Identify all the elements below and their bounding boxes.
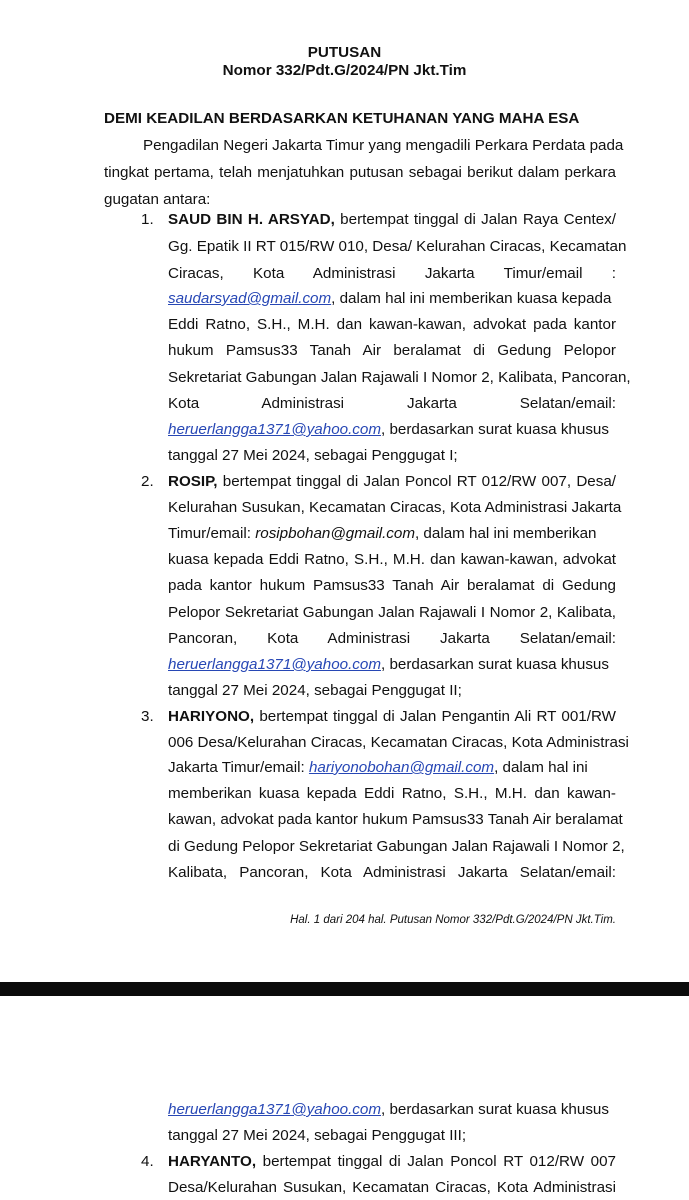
party-line: di Gedung Pelopor Sekretariat Gabungan Jalan Rajawali I Nomor 2, bbox=[168, 838, 625, 855]
party-line: Eddi Ratno, S.H., M.H. dan kawan-kawan, advokat pada kantor bbox=[168, 316, 616, 333]
party-line: pada kantor hukum Pamsus33 Tanah Air beralamat di Gedung bbox=[168, 577, 616, 594]
document-heading: DEMI KEADILAN BERDASARKAN KETUHANAN YANG MAHA ESA bbox=[104, 110, 580, 127]
party-line: Kalibata, Pancoran, Kota Administrasi Jakarta Selatan/email: bbox=[168, 864, 616, 881]
party-name: ROSIP, bbox=[168, 473, 218, 490]
party-line: Sekretariat Gabungan Jalan Rajawali I Nomor 2, Kalibata, Pancoran, bbox=[168, 369, 631, 386]
party-line: hukum Pamsus33 Tanah Air beralamat di Gedung Pelopor bbox=[168, 342, 616, 359]
document-title: PUTUSAN bbox=[307, 44, 382, 61]
party-line: heruerlangga1371@yahoo.com, berdasarkan surat kuasa khusus bbox=[168, 656, 609, 673]
party-line: Timur/email: rosipbohan@gmail.com, dalam hal ini memberikan bbox=[168, 525, 597, 542]
party-name: HARYANTO, bbox=[168, 1153, 257, 1170]
email-link[interactable]: saudarsyad@gmail.com bbox=[168, 290, 332, 307]
email-link[interactable]: heruerlangga1371@yahoo.com bbox=[168, 421, 382, 438]
party-line: Kota Administrasi Jakarta Selatan/email: bbox=[168, 395, 616, 412]
party-line: tanggal 27 Mei 2024, sebagai Penggugat III; bbox=[168, 1127, 467, 1144]
email-text: rosipbohan@gmail.com bbox=[255, 525, 415, 542]
party-line: Pelopor Sekretariat Gabungan Jalan Rajawali I Nomor 2, Kalibata, bbox=[168, 604, 616, 621]
party-line: kawan, advokat pada kantor hukum Pamsus33 Tanah Air beralamat bbox=[168, 811, 623, 828]
party-number: 3. bbox=[141, 708, 154, 725]
party-line: tanggal 27 Mei 2024, sebagai Penggugat II; bbox=[168, 682, 462, 699]
party-name: SAUD BIN H. ARSYAD, bbox=[168, 211, 335, 228]
party-line: Desa/Kelurahan Susukan, Kecamatan Ciracas, Kota Administrasi bbox=[168, 1179, 616, 1196]
party-line: Ciracas, Kota Administrasi Jakarta Timur/email : bbox=[168, 265, 616, 282]
party-line: saudarsyad@gmail.com, dalam hal ini memberikan kuasa kepada bbox=[168, 290, 612, 307]
intro-line-1: Pengadilan Negeri Jakarta Timur yang mengadili Perkara Perdata pada bbox=[143, 137, 624, 154]
party-number: 2. bbox=[141, 473, 154, 490]
party-line: kuasa kepada Eddi Ratno, S.H., M.H. dan kawan-kawan, advokat bbox=[168, 551, 616, 568]
intro-line-3: gugatan antara: bbox=[104, 191, 211, 208]
party-line: Jakarta Timur/email: hariyonobohan@gmail.com, dalam hal ini bbox=[168, 759, 588, 776]
page-footer: Hal. 1 dari 204 hal. Putusan Nomor 332/Pdt.G/2024/PN Jkt.Tim. bbox=[290, 914, 616, 926]
party-line: HARIYONO, bertempat tinggal di Jalan Pengantin Ali RT 001/RW bbox=[168, 708, 616, 725]
party-line: Pancoran, Kota Administrasi Jakarta Selatan/email: bbox=[168, 630, 616, 647]
document-number: Nomor 332/Pdt.G/2024/PN Jkt.Tim bbox=[222, 62, 467, 79]
email-link[interactable]: heruerlangga1371@yahoo.com bbox=[168, 656, 382, 673]
page-separator bbox=[0, 982, 689, 996]
party-line: ROSIP, bertempat tinggal di Jalan Poncol RT 012/RW 007, Desa/ bbox=[168, 473, 616, 490]
party-name: HARIYONO, bbox=[168, 708, 255, 725]
party-line: tanggal 27 Mei 2024, sebagai Penggugat I; bbox=[168, 447, 458, 464]
party-line: 006 Desa/Kelurahan Ciracas, Kecamatan Ciracas, Kota Administrasi bbox=[168, 734, 629, 751]
party-line: Gg. Epatik II RT 015/RW 010, Desa/ Kelurahan Ciracas, Kecamatan bbox=[168, 238, 627, 255]
intro-line-2: tingkat pertama, telah menjatuhkan putusan sebagai berikut dalam perkara bbox=[104, 164, 616, 181]
party-line: memberikan kuasa kepada Eddi Ratno, S.H., M.H. dan kawan- bbox=[168, 785, 616, 802]
party-line: SAUD BIN H. ARSYAD, bertempat tinggal di Jalan Raya Centex/ bbox=[168, 211, 616, 228]
party-line: heruerlangga1371@yahoo.com, berdasarkan surat kuasa khusus bbox=[168, 1101, 609, 1118]
document-page-2 bbox=[0, 996, 689, 1200]
party-number: 1. bbox=[141, 211, 154, 228]
email-link[interactable]: hariyonobohan@gmail.com bbox=[308, 759, 495, 776]
party-number: 4. bbox=[141, 1153, 154, 1170]
email-link[interactable]: heruerlangga1371@yahoo.com bbox=[168, 1101, 382, 1118]
party-line: heruerlangga1371@yahoo.com, berdasarkan surat kuasa khusus bbox=[168, 421, 609, 438]
party-line: Kelurahan Susukan, Kecamatan Ciracas, Kota Administrasi Jakarta bbox=[168, 499, 622, 516]
party-line: HARYANTO, bertempat tinggal di Jalan Poncol RT 012/RW 007 bbox=[168, 1153, 616, 1170]
